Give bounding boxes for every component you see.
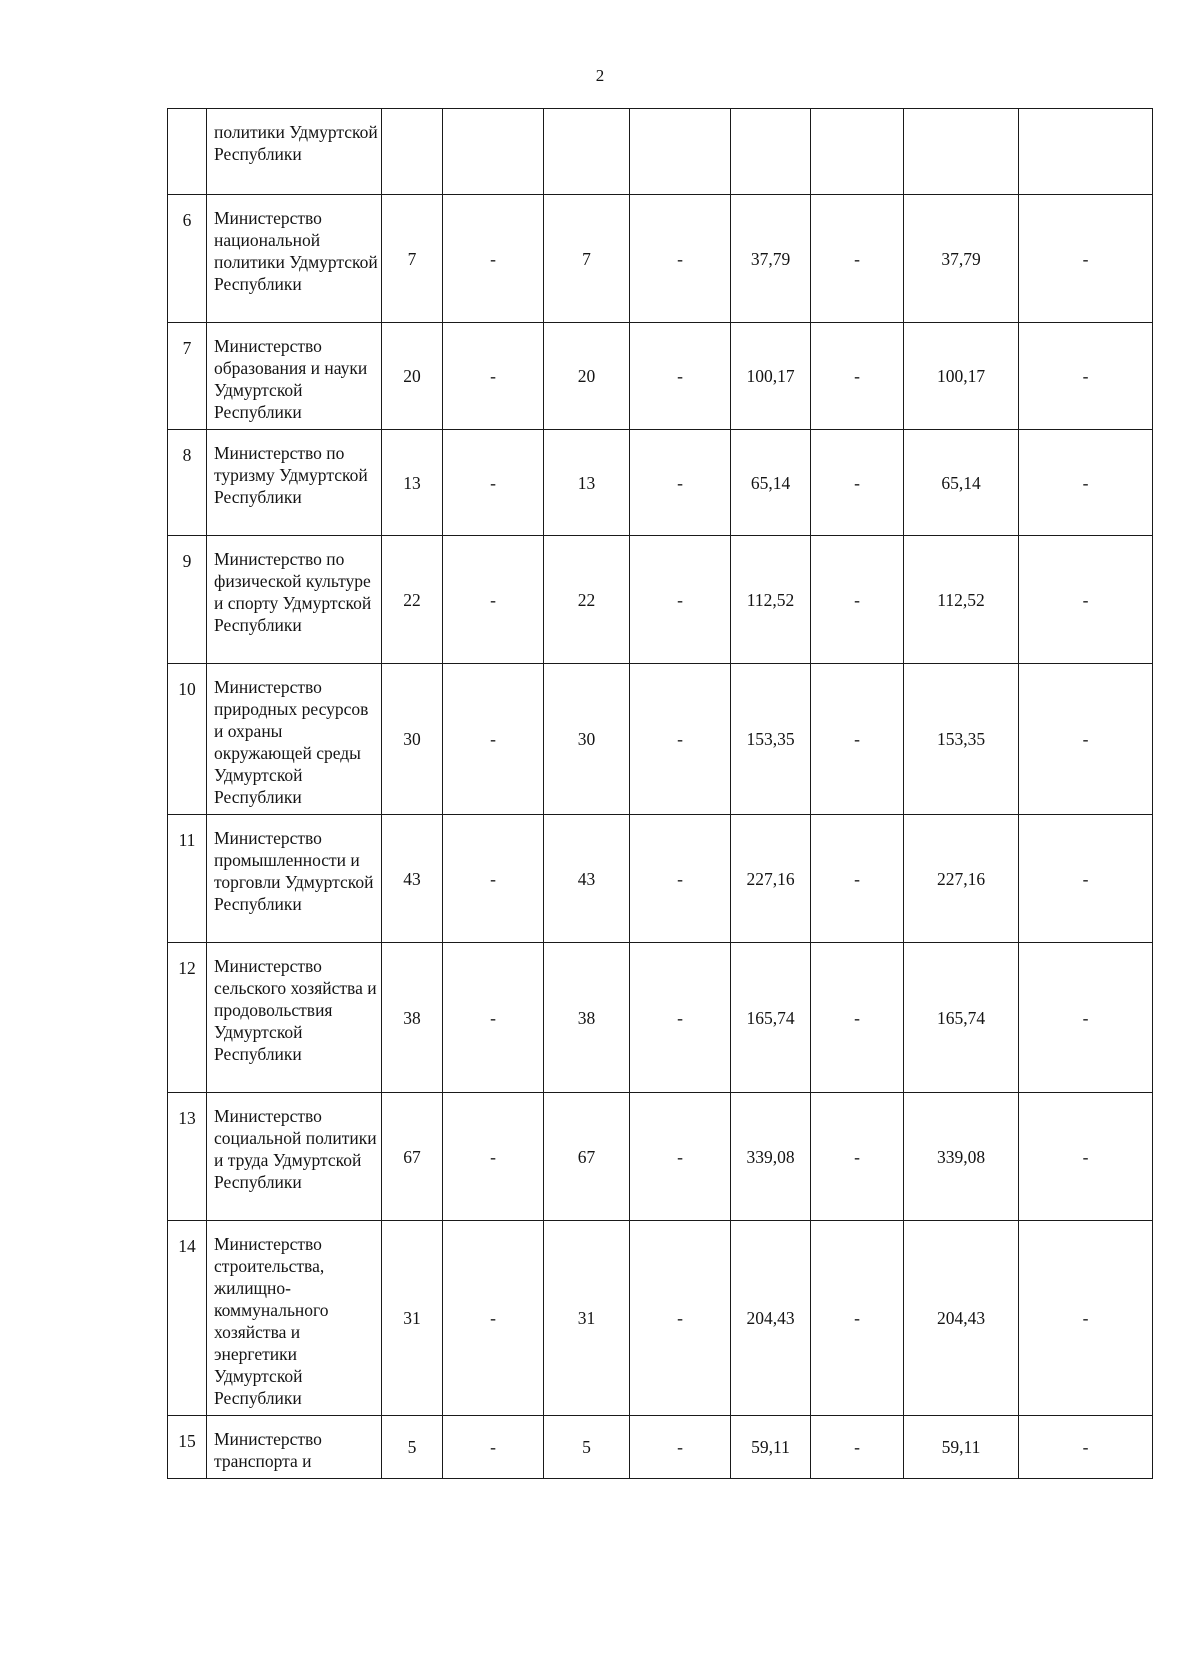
- value-cell-col-3: 30: [544, 664, 630, 815]
- value-cell-col-2: -: [443, 1416, 544, 1479]
- value-cell-col-5: [731, 109, 811, 195]
- value-cell-col-5: 37,79: [731, 195, 811, 323]
- row-number-cell: 14: [168, 1221, 207, 1416]
- table-body: [168, 109, 1153, 1479]
- organization-name-cell: Министерство социальной политики и труда Удмуртской Республики: [207, 1093, 382, 1221]
- value-cell-col-1: [382, 109, 443, 195]
- organization-name-cell: Министерство сельского хозяйства и продовольствия Удмуртской Республики: [207, 943, 382, 1093]
- value-cell-col-2: -: [443, 1093, 544, 1221]
- value-cell-col-5: 65,14: [731, 430, 811, 536]
- row-number-cell: 12: [168, 943, 207, 1093]
- value-cell-col-4: -: [630, 1221, 731, 1416]
- table-row: [168, 943, 1153, 1093]
- value-cell-col-1: 7: [382, 195, 443, 323]
- organization-name-cell: Министерство транспорта и: [207, 1416, 382, 1479]
- value-cell-col-8: -: [1019, 943, 1153, 1093]
- value-cell-col-6: -: [811, 664, 904, 815]
- organization-name-cell: Министерство по физической культуре и спорту Удмуртской Республики: [207, 536, 382, 664]
- value-cell-col-5: 339,08: [731, 1093, 811, 1221]
- value-cell-col-8: -: [1019, 1221, 1153, 1416]
- value-cell-col-8: -: [1019, 430, 1153, 536]
- value-cell-col-7: 204,43: [904, 1221, 1019, 1416]
- value-cell-col-8: -: [1019, 1416, 1153, 1479]
- value-cell-col-6: -: [811, 1093, 904, 1221]
- value-cell-col-3: 20: [544, 323, 630, 430]
- value-cell-col-3: [544, 109, 630, 195]
- value-cell-col-3: 31: [544, 1221, 630, 1416]
- value-cell-col-8: -: [1019, 1093, 1153, 1221]
- value-cell-col-6: [811, 109, 904, 195]
- value-cell-col-8: -: [1019, 195, 1153, 323]
- value-cell-col-6: -: [811, 1416, 904, 1479]
- data-table: [167, 108, 1153, 1479]
- value-cell-col-8: -: [1019, 323, 1153, 430]
- value-cell-col-4: -: [630, 536, 731, 664]
- value-cell-col-4: -: [630, 664, 731, 815]
- value-cell-col-7: 59,11: [904, 1416, 1019, 1479]
- value-cell-col-5: 227,16: [731, 815, 811, 943]
- table-row: [168, 815, 1153, 943]
- value-cell-col-1: 5: [382, 1416, 443, 1479]
- value-cell-col-7: 165,74: [904, 943, 1019, 1093]
- value-cell-col-1: 22: [382, 536, 443, 664]
- value-cell-col-7: 65,14: [904, 430, 1019, 536]
- value-cell-col-8: -: [1019, 536, 1153, 664]
- value-cell-col-8: -: [1019, 664, 1153, 815]
- value-cell-col-3: 67: [544, 1093, 630, 1221]
- value-cell-col-7: [904, 109, 1019, 195]
- organization-name-cell: Министерство природных ресурсов и охраны окружающей среды Удмуртской Республики: [207, 664, 382, 815]
- value-cell-col-8: -: [1019, 815, 1153, 943]
- value-cell-col-2: -: [443, 430, 544, 536]
- value-cell-col-5: 112,52: [731, 536, 811, 664]
- table-row: [168, 664, 1153, 815]
- organization-name-cell: Министерство по туризму Удмуртской Республики: [207, 430, 382, 536]
- row-number-cell: 6: [168, 195, 207, 323]
- value-cell-col-7: 339,08: [904, 1093, 1019, 1221]
- row-number-cell: 13: [168, 1093, 207, 1221]
- value-cell-col-6: -: [811, 1221, 904, 1416]
- value-cell-col-4: [630, 109, 731, 195]
- row-number-cell: 8: [168, 430, 207, 536]
- organization-name-cell: политики Удмуртской Республики: [207, 109, 382, 195]
- value-cell-col-5: 100,17: [731, 323, 811, 430]
- value-cell-col-4: -: [630, 430, 731, 536]
- value-cell-col-5: 204,43: [731, 1221, 811, 1416]
- table-row: [168, 430, 1153, 536]
- value-cell-col-5: 59,11: [731, 1416, 811, 1479]
- value-cell-col-6: -: [811, 815, 904, 943]
- data-table-container: [167, 108, 1152, 1479]
- value-cell-col-8: [1019, 109, 1153, 195]
- value-cell-col-3: 38: [544, 943, 630, 1093]
- table-row: [168, 1093, 1153, 1221]
- value-cell-col-2: -: [443, 1221, 544, 1416]
- value-cell-col-7: 112,52: [904, 536, 1019, 664]
- value-cell-col-7: 100,17: [904, 323, 1019, 430]
- value-cell-col-4: -: [630, 323, 731, 430]
- value-cell-col-6: -: [811, 943, 904, 1093]
- value-cell-col-4: -: [630, 1093, 731, 1221]
- value-cell-col-3: 7: [544, 195, 630, 323]
- value-cell-col-2: -: [443, 536, 544, 664]
- value-cell-col-4: -: [630, 943, 731, 1093]
- value-cell-col-4: -: [630, 195, 731, 323]
- value-cell-col-1: 67: [382, 1093, 443, 1221]
- value-cell-col-1: 20: [382, 323, 443, 430]
- value-cell-col-5: 153,35: [731, 664, 811, 815]
- value-cell-col-6: -: [811, 430, 904, 536]
- value-cell-col-2: -: [443, 323, 544, 430]
- table-row: [168, 1416, 1153, 1479]
- page-number: 2: [595, 66, 605, 85]
- value-cell-col-4: -: [630, 815, 731, 943]
- value-cell-col-6: -: [811, 536, 904, 664]
- table-row: [168, 1221, 1153, 1416]
- value-cell-col-6: -: [811, 323, 904, 430]
- value-cell-col-2: -: [443, 815, 544, 943]
- value-cell-col-6: -: [811, 195, 904, 323]
- row-number-cell: 11: [168, 815, 207, 943]
- organization-name-cell: Министерство национальной политики Удмуртской Республики: [207, 195, 382, 323]
- organization-name-cell: Министерство строительства, жилищно-коммунального хозяйства и энергетики Удмуртской Республики: [207, 1221, 382, 1416]
- value-cell-col-2: [443, 109, 544, 195]
- table-row: [168, 536, 1153, 664]
- row-number-cell: 15: [168, 1416, 207, 1479]
- organization-name-cell: Министерство образования и науки Удмуртской Республики: [207, 323, 382, 430]
- value-cell-col-3: 43: [544, 815, 630, 943]
- table-row: [168, 323, 1153, 430]
- value-cell-col-1: 38: [382, 943, 443, 1093]
- table-row: [168, 109, 1153, 195]
- value-cell-col-3: 22: [544, 536, 630, 664]
- value-cell-col-7: 153,35: [904, 664, 1019, 815]
- organization-name-cell: Министерство промышленности и торговли Удмуртской Республики: [207, 815, 382, 943]
- value-cell-col-1: 13: [382, 430, 443, 536]
- value-cell-col-1: 31: [382, 1221, 443, 1416]
- value-cell-col-4: -: [630, 1416, 731, 1479]
- value-cell-col-1: 43: [382, 815, 443, 943]
- value-cell-col-3: 13: [544, 430, 630, 536]
- value-cell-col-5: 165,74: [731, 943, 811, 1093]
- value-cell-col-2: -: [443, 195, 544, 323]
- value-cell-col-1: 30: [382, 664, 443, 815]
- value-cell-col-3: 5: [544, 1416, 630, 1479]
- value-cell-col-2: -: [443, 664, 544, 815]
- row-number-cell: [168, 109, 207, 195]
- value-cell-col-7: 227,16: [904, 815, 1019, 943]
- table-row: [168, 195, 1153, 323]
- value-cell-col-7: 37,79: [904, 195, 1019, 323]
- row-number-cell: 9: [168, 536, 207, 664]
- row-number-cell: 7: [168, 323, 207, 430]
- value-cell-col-2: -: [443, 943, 544, 1093]
- row-number-cell: 10: [168, 664, 207, 815]
